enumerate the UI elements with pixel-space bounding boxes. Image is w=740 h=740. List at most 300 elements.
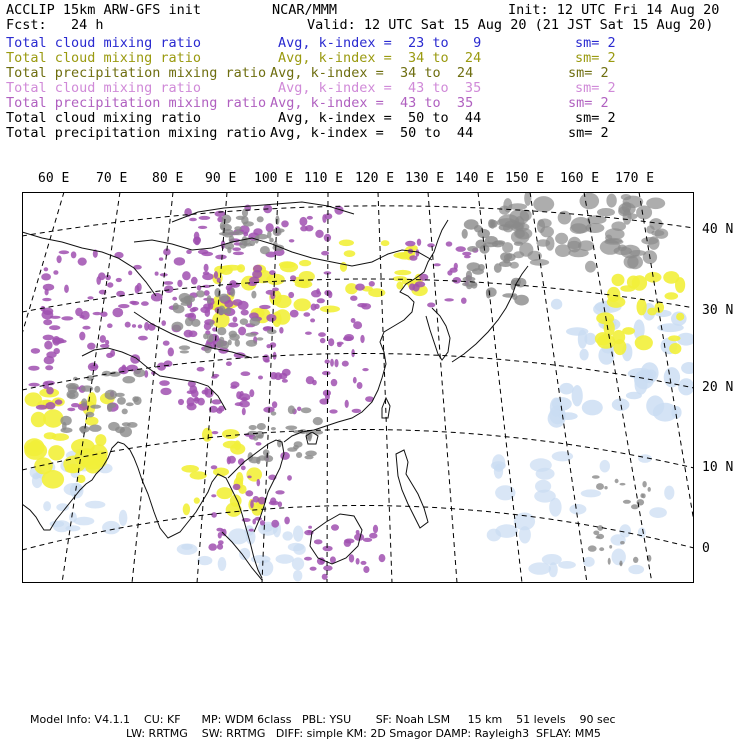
field-patch [42,298,51,301]
field-patch [230,282,240,288]
field-patch [355,284,365,291]
field-patch [161,320,166,326]
field-patch [322,371,331,375]
field-patch [196,290,205,297]
field-patch [122,409,128,415]
field-patch [100,312,107,317]
field-patch [64,285,69,293]
field-patch [417,239,421,246]
field-patch [207,295,212,304]
field-patch [90,405,101,409]
field-patch [100,335,106,343]
field-patch [318,332,326,337]
field-patch [133,369,145,377]
field-patch [542,554,562,565]
field-patch [611,221,626,231]
field-patch [257,216,264,222]
field-patch [191,319,200,327]
field-patch [43,335,54,341]
field-patch [320,338,326,343]
field-patch [293,445,299,450]
field-patch [317,298,325,303]
field-patch [353,321,362,329]
field-patch [233,252,244,256]
field-patch [533,196,554,212]
field-patch [331,379,338,386]
field-patch [323,546,333,552]
field-patch [232,299,242,306]
field-patch [446,241,453,246]
field-patch [578,330,587,349]
field-patch [203,271,209,275]
field-patch [260,246,270,254]
field-patch [43,319,52,325]
field-patch [558,211,572,225]
field-patch [256,431,264,438]
field-patch [78,258,87,266]
field-patch [427,303,435,308]
field-patch [297,280,312,288]
field-patch [569,504,586,515]
field-patch [381,240,390,246]
field-patch [301,407,312,413]
org-title: NCAR/MMM [272,2,338,18]
field-patch [62,422,67,431]
field-patch [495,524,518,538]
field-patch [271,411,277,415]
field-patch [272,401,277,408]
field-patch [179,345,190,350]
field-patch [67,393,75,398]
lon-label: 130 E [405,171,445,186]
field-patch [53,270,58,275]
field-patch [61,316,73,320]
lon-label: 110 E [304,171,344,186]
legend-sm: sm= 2 [575,80,616,96]
field-patch [571,217,592,233]
legend-name: Total cloud mixing ratio [6,50,202,66]
field-patch [172,322,184,332]
lon-label: 90 E [205,171,237,186]
field-patch [299,260,311,266]
field-patch [211,494,216,497]
legend-sm: sm= 2 [568,95,609,111]
field-patch [276,554,294,564]
field-patch [585,261,596,273]
lon-label: 60 E [38,171,70,186]
valid-time: Valid: 12 UTC Sat 15 Aug 20 (21 JST Sat 15 Aug 20) [307,17,714,33]
field-patch [303,312,310,317]
field-patch [126,402,134,406]
legend-name: Total cloud mixing ratio [6,35,202,51]
field-patch [233,317,238,323]
field-patch [241,371,251,376]
field-patch [665,292,679,300]
field-patch [46,387,54,395]
field-patch [109,371,121,376]
legend-avg: Avg, k-index = 50 to 44 [278,110,482,126]
field-patch [198,250,209,255]
field-patch [237,264,245,272]
field-patch [623,209,632,225]
field-patch [373,525,378,533]
field-patch [235,339,240,346]
lon-label: 70 E [96,171,128,186]
legend-avg: Avg, k-index = 34 to 24 [270,65,474,81]
field-patch [212,431,219,434]
field-patch [43,284,54,291]
field-patch [43,501,51,511]
field-patch [177,280,182,287]
field-patch [294,298,311,311]
field-patch [31,348,40,354]
field-patch [88,363,99,372]
field-patch [214,271,218,279]
field-patch [259,305,271,309]
field-patch [271,427,276,430]
field-patch [633,557,638,563]
field-patch [271,520,279,528]
field-patch [202,428,212,442]
field-patch [238,327,246,336]
legend-avg: Avg, k-index = 43 to 35 [278,80,482,96]
field-patch [107,282,113,287]
field-patch [263,354,270,362]
field-patch [203,304,211,310]
field-patch [669,343,681,354]
field-patch [81,398,87,407]
field-patch [110,350,115,357]
lat-label: 40 N [702,222,734,237]
field-patch [287,475,292,481]
field-patch [597,534,605,539]
field-patch [433,263,440,266]
field-patch [293,526,303,542]
field-patch [604,486,607,489]
field-patch [112,308,123,317]
field-patch [363,538,372,542]
field-patch [138,324,143,328]
field-patch [118,304,130,308]
field-patch [192,307,199,311]
field-patch [219,337,224,343]
field-patch [308,526,312,529]
field-patch [280,452,290,460]
field-patch [337,342,344,345]
field-patch [278,501,282,507]
field-patch [228,322,238,327]
field-patch [257,479,261,486]
field-patch [600,460,610,473]
field-patch [252,519,256,525]
field-patch [520,210,532,221]
field-patch [217,487,233,499]
field-patch [646,395,664,416]
field-patch [25,392,42,406]
field-patch [211,376,218,379]
field-patch [260,520,265,525]
field-patch [52,338,64,344]
field-patch [472,268,484,275]
field-patch [71,403,80,407]
field-patch [304,557,312,561]
field-patch [274,372,282,380]
field-patch [663,271,679,284]
field-patch [535,480,551,493]
field-patch [87,296,93,299]
field-patch [181,302,192,306]
field-patch [369,533,377,539]
legend-name: Total cloud mixing ratio [6,80,202,96]
field-patch [34,457,53,474]
field-patch [344,250,356,257]
field-patch [537,219,545,233]
field-patch [393,276,407,281]
field-patch [322,214,326,223]
model-info-line2: LW: RRTMG SW: RRTMG DIFF: simple KM: 2D Smagor DAMP: Rayleigh3 SFLAY: MM5 [126,727,601,740]
field-patch [159,380,170,386]
field-patch [637,499,645,505]
field-patch [64,483,83,496]
field-patch [558,561,576,569]
field-patch [503,258,510,263]
field-patch [151,293,163,302]
field-patch [178,399,184,405]
field-patch [28,366,39,371]
field-patch [597,208,615,216]
field-patch [245,333,257,337]
field-patch [249,529,254,532]
field-patch [173,305,185,314]
field-patch [356,530,360,534]
field-patch [612,274,625,286]
field-patch [241,310,249,316]
field-patch [583,557,595,567]
field-patch [115,427,125,434]
field-patch [552,451,573,461]
field-patch [353,377,357,384]
field-patch [275,309,291,324]
field-patch [494,240,506,245]
lon-label: 120 E [355,171,395,186]
field-patch [203,333,208,339]
field-patch [186,295,195,302]
field-patch [250,317,261,326]
field-patch [279,327,283,334]
field-patch [582,400,603,416]
field-patch [619,563,622,565]
field-patch [296,452,302,458]
field-patch [427,243,435,247]
field-patch [251,291,256,299]
field-patch [315,230,323,238]
field-patch [79,426,90,433]
field-patch [67,408,75,412]
field-patch [530,458,552,472]
field-patch [231,381,240,387]
field-patch [467,246,478,252]
field-patch [290,310,299,318]
field-patch [233,231,244,235]
field-patch [242,408,246,416]
field-patch [197,398,205,406]
field-patch [668,335,680,341]
field-patch [197,285,202,290]
field-patch [628,565,644,574]
field-patch [194,237,201,243]
field-patch [49,325,60,330]
field-patch [310,318,315,322]
field-patch [621,245,641,259]
field-patch [264,455,273,462]
field-patch [323,565,332,571]
legend-name: Total precipitation mixing ratio [6,95,267,111]
init-time: Init: 12 UTC Fri 14 Aug 20 [508,2,720,18]
field-patch [257,234,269,240]
field-patch [240,391,244,396]
field-patch [631,504,639,509]
lat-label: 30 N [702,303,734,318]
field-patch [632,275,647,291]
field-patch [331,524,339,530]
field-patch [218,532,222,538]
field-patch [256,457,260,465]
field-patch [48,445,64,460]
field-patch [164,285,174,293]
field-patch [310,567,317,571]
field-patch [471,282,478,289]
field-patch [32,474,43,488]
field-patch [285,426,297,431]
field-patch [299,217,307,226]
field-patch [313,417,323,425]
field-patch [46,402,56,409]
field-patch [361,303,371,309]
field-patch [257,423,266,430]
field-patch [234,440,241,450]
field-patch [187,397,195,406]
field-patch [94,386,100,393]
field-patch [119,510,128,526]
field-patch [270,293,275,300]
field-patch [612,330,625,344]
field-patch [65,525,80,531]
field-patch [168,347,174,356]
field-patch [599,547,604,551]
field-patch [116,278,122,282]
field-patch [234,226,241,231]
field-patch [360,335,364,343]
field-patch [580,193,600,210]
field-patch [297,407,301,411]
field-patch [202,390,208,395]
field-patch [328,338,334,346]
legend-avg: Avg, k-index = 50 to 44 [270,125,474,141]
field-patch [44,341,52,350]
lat-label: 0 [702,541,710,556]
field-patch [352,409,362,413]
field-patch [330,359,334,367]
field-patch [275,215,279,225]
field-patch [82,326,90,330]
field-patch [293,544,306,555]
field-patch [314,304,319,309]
field-patch [266,314,276,322]
legend-sm: sm= 2 [575,50,616,66]
field-patch [117,397,126,405]
field-patch [514,242,523,246]
field-patch [329,409,337,413]
field-patch [345,400,349,408]
field-patch [444,298,454,301]
field-patch [182,271,191,280]
field-patch [141,301,149,306]
field-patch [273,229,282,236]
field-patch [307,216,313,220]
field-patch [245,490,253,496]
field-patch [312,380,317,386]
field-patch [474,225,482,232]
field-patch [55,399,63,404]
field-patch [288,292,294,298]
field-patch [486,289,491,299]
field-patch [578,240,594,251]
field-patch [194,497,200,503]
forecast-hour: Fcst: 24 h [6,17,104,33]
field-patch [69,512,77,523]
field-patch [270,342,277,348]
field-patch [289,239,295,242]
field-patch [450,268,458,273]
field-patch [41,273,51,280]
field-patch [343,336,353,341]
field-patch [135,285,140,294]
field-patch [536,239,550,246]
field-patch [642,493,646,498]
field-patch [311,290,321,297]
field-patch [204,264,209,272]
field-patch [580,349,589,361]
field-patch [281,220,289,227]
field-patch [57,255,62,263]
field-patch [275,490,284,494]
field-patch [588,545,597,551]
field-patch [357,382,363,389]
field-patch [155,272,159,276]
field-patch [664,486,674,500]
field-patch [122,376,135,383]
legend-avg: Avg, k-index = 23 to 9 [278,35,482,51]
field-patch [189,218,197,222]
field-patch [339,240,354,247]
field-patch [266,223,274,232]
field-patch [572,385,583,406]
field-patch [513,222,524,230]
field-patch [361,561,367,565]
field-patch [197,367,205,372]
field-patch [198,226,207,229]
field-patch [115,393,125,397]
field-patch [530,259,549,266]
field-patch [321,251,329,256]
field-patch [215,255,227,260]
field-patch [246,467,262,481]
field-patch [647,308,657,316]
legend-sm: sm= 2 [568,65,609,81]
field-patch [646,225,654,233]
field-patch [107,323,113,328]
field-patch [559,383,573,395]
